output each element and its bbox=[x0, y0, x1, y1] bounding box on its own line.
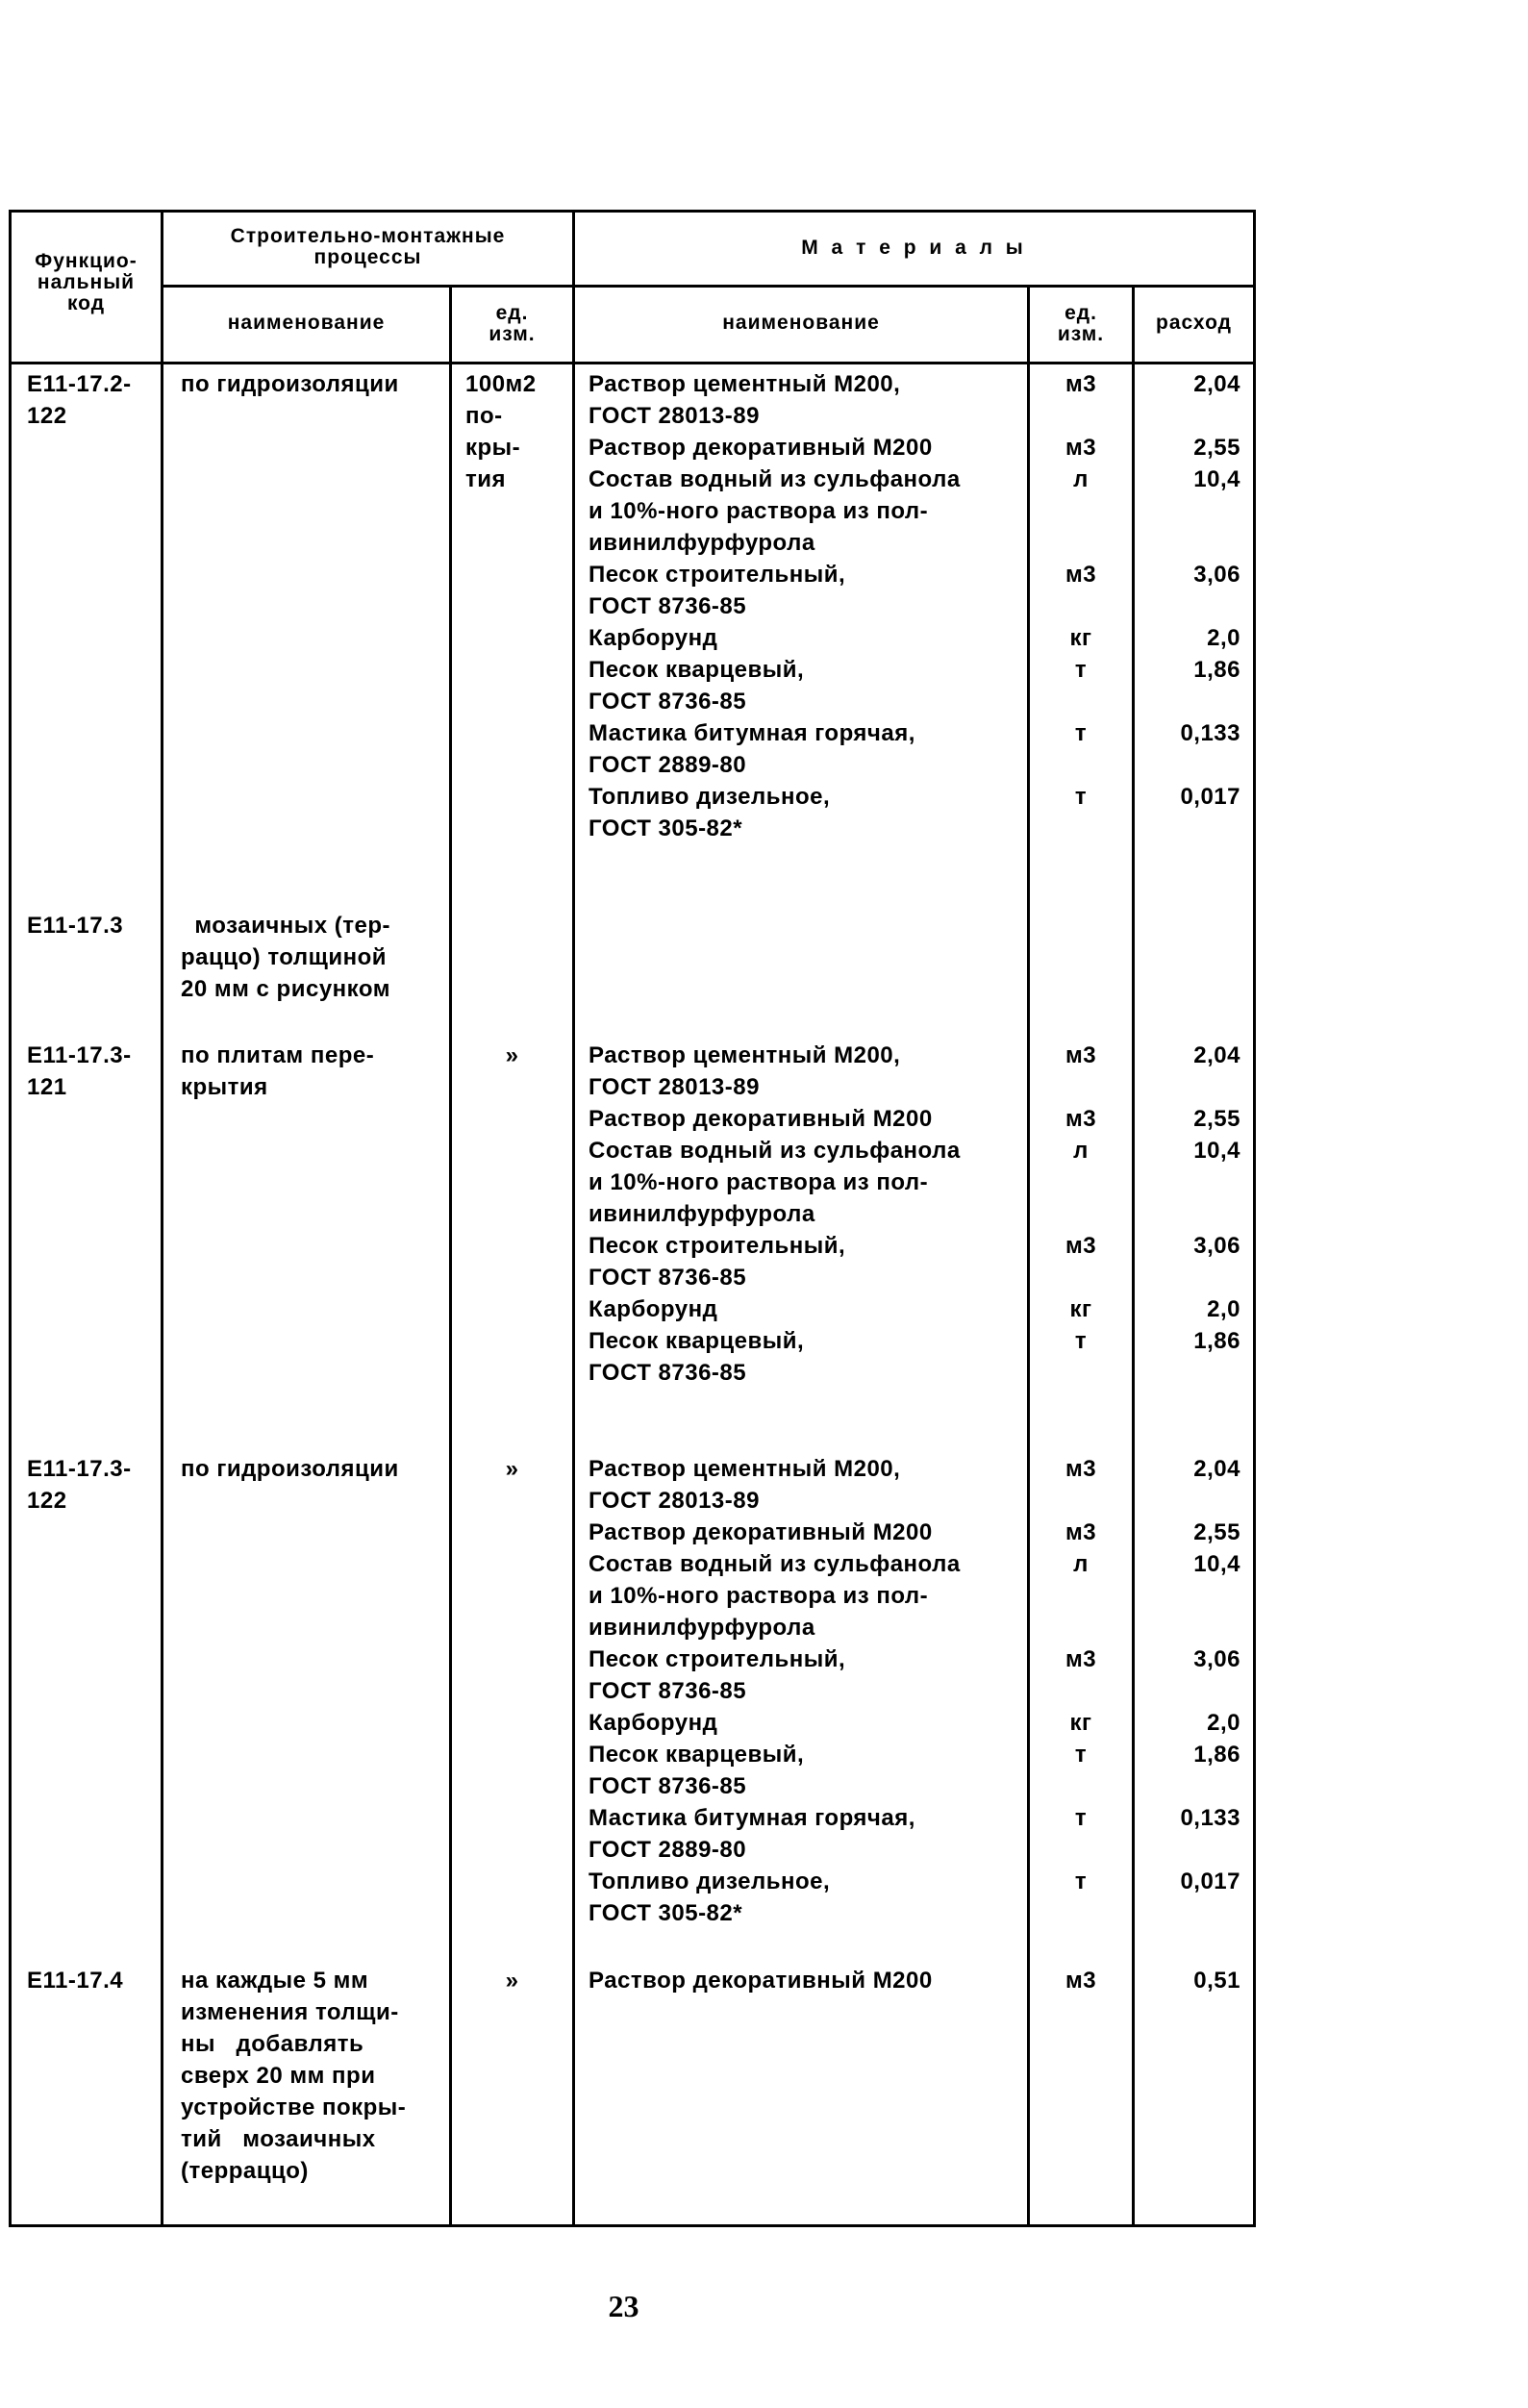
row-process-name: по плитам пере- крытия bbox=[181, 1042, 375, 1100]
row-process-name: по гидроизоляции bbox=[181, 371, 399, 397]
header-proc-unit: ед. изм. bbox=[488, 302, 536, 345]
row-process-name: по гидроизоляции bbox=[181, 1456, 399, 1482]
row-divider bbox=[161, 285, 1253, 288]
header-materials: М а т е р и а л ы bbox=[801, 237, 1027, 259]
row-code: E11-17.4 bbox=[27, 1968, 124, 1994]
row-divider bbox=[12, 362, 1253, 364]
col-divider bbox=[572, 213, 575, 2224]
row-materials: Раствор декоративный М200 bbox=[589, 1968, 933, 1994]
row-code: E11-17.3- 121 bbox=[27, 1042, 132, 1100]
header-code: Функцио- нальный код bbox=[35, 250, 138, 314]
header-mat-unit: ед. изм. bbox=[1057, 302, 1105, 345]
header-processes: Строительно-монтажные процессы bbox=[230, 225, 506, 268]
row-process-unit: » bbox=[505, 1456, 519, 1482]
row-material-qty: 0,51 bbox=[1193, 1968, 1240, 1994]
row-process-unit: » bbox=[505, 1968, 519, 1994]
col-divider bbox=[449, 285, 452, 2224]
header-proc-name: наименование bbox=[227, 312, 386, 334]
row-material-units: м3 м3 л м3 кг т т т bbox=[1065, 1456, 1097, 1894]
row-material-units: м3 м3 л м3 кг т bbox=[1065, 1042, 1097, 1354]
row-material-qty: 2,04 2,55 10,4 3,06 2,0 1,86 0,133 0,017 bbox=[1180, 1456, 1240, 1894]
row-materials: Раствор цементный М200, ГОСТ 28013-89 Раствор декоративный М200 Состав водный из сульфанола и 10%-ного раствора из пол- ивинилфурфурола Песок строительный, ГОСТ 8736-85 Карборунд Песок кварцевый, ГОСТ 8736-85 Мастика битумная горячая, ГОСТ 2889-80 Топливо дизельное, ГОСТ 305-82* bbox=[589, 371, 961, 841]
row-material-units: м3 м3 л м3 кг т т т bbox=[1065, 371, 1097, 810]
row-materials: Раствор цементный М200, ГОСТ 28013-89 Раствор декоративный М200 Состав водный из сульфанола и 10%-ного раствора из пол- ивинилфурфурола Песок строительный, ГОСТ 8736-85 Карборунд Песок кварцевый, ГОСТ 8736-85 bbox=[589, 1042, 961, 1386]
row-material-qty: 2,04 2,55 10,4 3,06 2,0 1,86 bbox=[1193, 1042, 1240, 1354]
row-material-units: м3 bbox=[1065, 1968, 1097, 1994]
col-divider bbox=[161, 213, 163, 2224]
row-code: E11-17.3- 122 bbox=[27, 1456, 132, 1514]
row-process-unit: » bbox=[505, 1042, 519, 1068]
page-number: 23 bbox=[608, 2289, 639, 2323]
header-mat-qty: расход bbox=[1156, 312, 1232, 334]
row-code: E11-17.2- 122 bbox=[27, 371, 132, 429]
row-code: E11-17.3 bbox=[27, 913, 124, 939]
header-mat-name: наименование bbox=[722, 312, 880, 334]
row-material-qty: 2,04 2,55 10,4 3,06 2,0 1,86 0,133 0,017 bbox=[1180, 371, 1240, 810]
row-process-unit: 100м2 по- кры- тия bbox=[465, 371, 537, 492]
row-process-name: мозаичных (тер- раццо) толщиной 20 мм с рисунком bbox=[181, 913, 391, 1002]
row-materials: Раствор цементный М200, ГОСТ 28013-89 Раствор декоративный М200 Состав водный из сульфанола и 10%-ного раствора из пол- ивинилфурфурола Песок строительный, ГОСТ 8736-85 Карборунд Песок кварцевый, ГОСТ 8736-85 Мастика битумная горячая, ГОСТ 2889-80 Топливо дизельное, ГОСТ 305-82* bbox=[589, 1456, 961, 1926]
row-process-name: на каждые 5 мм изменения толщи- ны добавлять сверх 20 мм при устройстве покры- тий мозаичных (терраццо) bbox=[181, 1968, 407, 2184]
norms-table bbox=[9, 210, 1256, 2227]
